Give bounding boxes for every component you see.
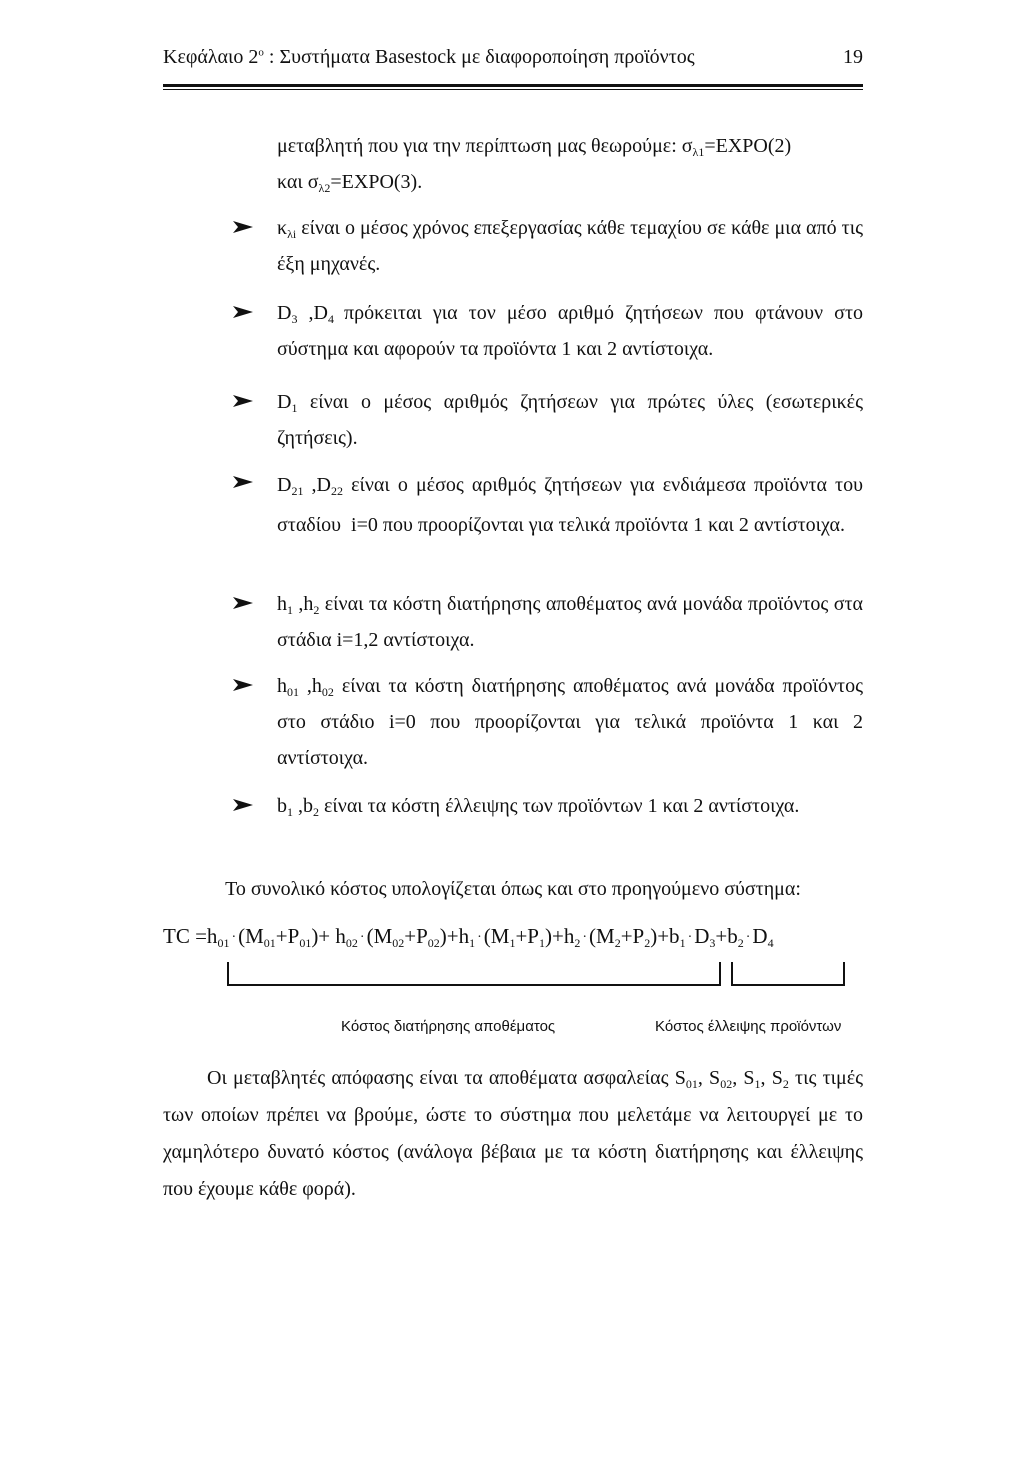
shortage-cost-bracket [731,962,845,986]
arrow-bullet-icon [232,384,254,420]
header-rule-thin [163,89,863,90]
holding-cost-label: Κόστος διατήρησης αποθέματος [341,1018,556,1035]
arrow-bullet-icon [232,210,254,246]
chapter-title: Κεφάλαιο $2^o$ : Συστήματα Basestock με διαφοροποίηση προϊόντος [163,46,695,68]
page-header [163,42,863,78]
holding-cost-bracket [227,962,721,986]
bullet-item-demand-d21-d22: $D_{21}$ $,D_{22}$ είναι ο μέσος αριθμός ζητήσεων για ενδιάμεσα προϊόντα του σταδίου i=0 που προορίζονται για τελικά προϊόντα 1 και 2 αντίστοιχα. [277,474,863,536]
arrow-bullet-icon [232,295,254,331]
bullet-item-holding-cost-h1-h2: $h_1$ $,h_2$ είναι τα κόστη διατήρησης αποθέματος ανά μονάδα προϊόντος στα στάδια i=1,2 αντίστοιχα. [277,593,863,651]
arrow-bullet-icon [232,668,254,704]
bullet-item-shortage-cost: $b_1$ $,b_2$ είναι τα κόστη έλλειψης των προϊόντων 1 και 2 αντίστοιχα. [277,795,800,819]
decision-variables-paragraph: Οι μεταβλητές απόφασης είναι τα αποθέματα ασφαλείας $S_{01}$, $S_{02}$, $S_1$, $S_2$ τις τιμές των οποίων πρέπει να βρούμε, ώστε το σύστημα που μελετάμε να λειτουργεί με το χαμηλότερο δυνατό κόστος (ανάλογα βέβαια με τα κόστη διατήρησης και έλλειψης που έχουμε κάθε φορά). [163,1067,864,1200]
total-cost-intro: Το συνολικό κόστος υπολογίζεται όπως και στο προηγούμενο σύστημα: [225,878,801,900]
bullet-item-holding-cost-h01-h02: $h_{01}$ $,h_{02}$ είναι τα κόστη διατήρησης αποθέματος ανά μονάδα προϊόντος στο στάδιο i=0 που προορίζονται για τελικά προϊόντα 1 και 2 αντίστοιχα. [277,675,864,769]
intro-paragraph: μεταβλητή που για την περίπτωση μας θεωρούμε: $\sigma_{\lambda 1}=EXPO(2)$ και $\sigma_{\lambda 2}=EXPO(3)$. [277,135,792,195]
shortage-cost-label: Κόστος έλλειψης προϊόντων [655,1018,842,1035]
arrow-bullet-icon [232,788,254,824]
arrow-bullet-icon [232,586,254,622]
bullet-item-demand-d1: $D_1$ είναι ο μέσος αριθμός ζητήσεων για πρώτες ύλες (εσωτερικές ζητήσεις). [277,391,863,449]
arrow-bullet-icon [232,465,254,501]
header-rule-thick [163,84,863,87]
total-cost-formula: TC $=h_{01} \cdot(M_{01}+P_{01})+ h_{02} \cdot(M_{02}+P_{02})+h_1 \cdot(M_1+P_1)+h_2 \cdot(M_2+P_2)+b_1 \cdot D_3+b_2 \cdot D_4$ [163,924,774,950]
bullet-item-demand-d3-d4: $D_3$ $,D_4$ πρόκειται για τον μέσο αριθμό ζητήσεων που φτάνουν στο σύστημα και αφορούν τα προϊόντα 1 και 2 αντίστοιχα. [277,302,863,360]
bullet-item-processing-time: $\kappa_{\lambda i}$ είναι ο μέσος χρόνος επεξεργασίας κάθε τεμαχίου σε κάθε μια από τις έξη μηχανές. [277,217,863,275]
page-number: 19 [843,46,863,68]
